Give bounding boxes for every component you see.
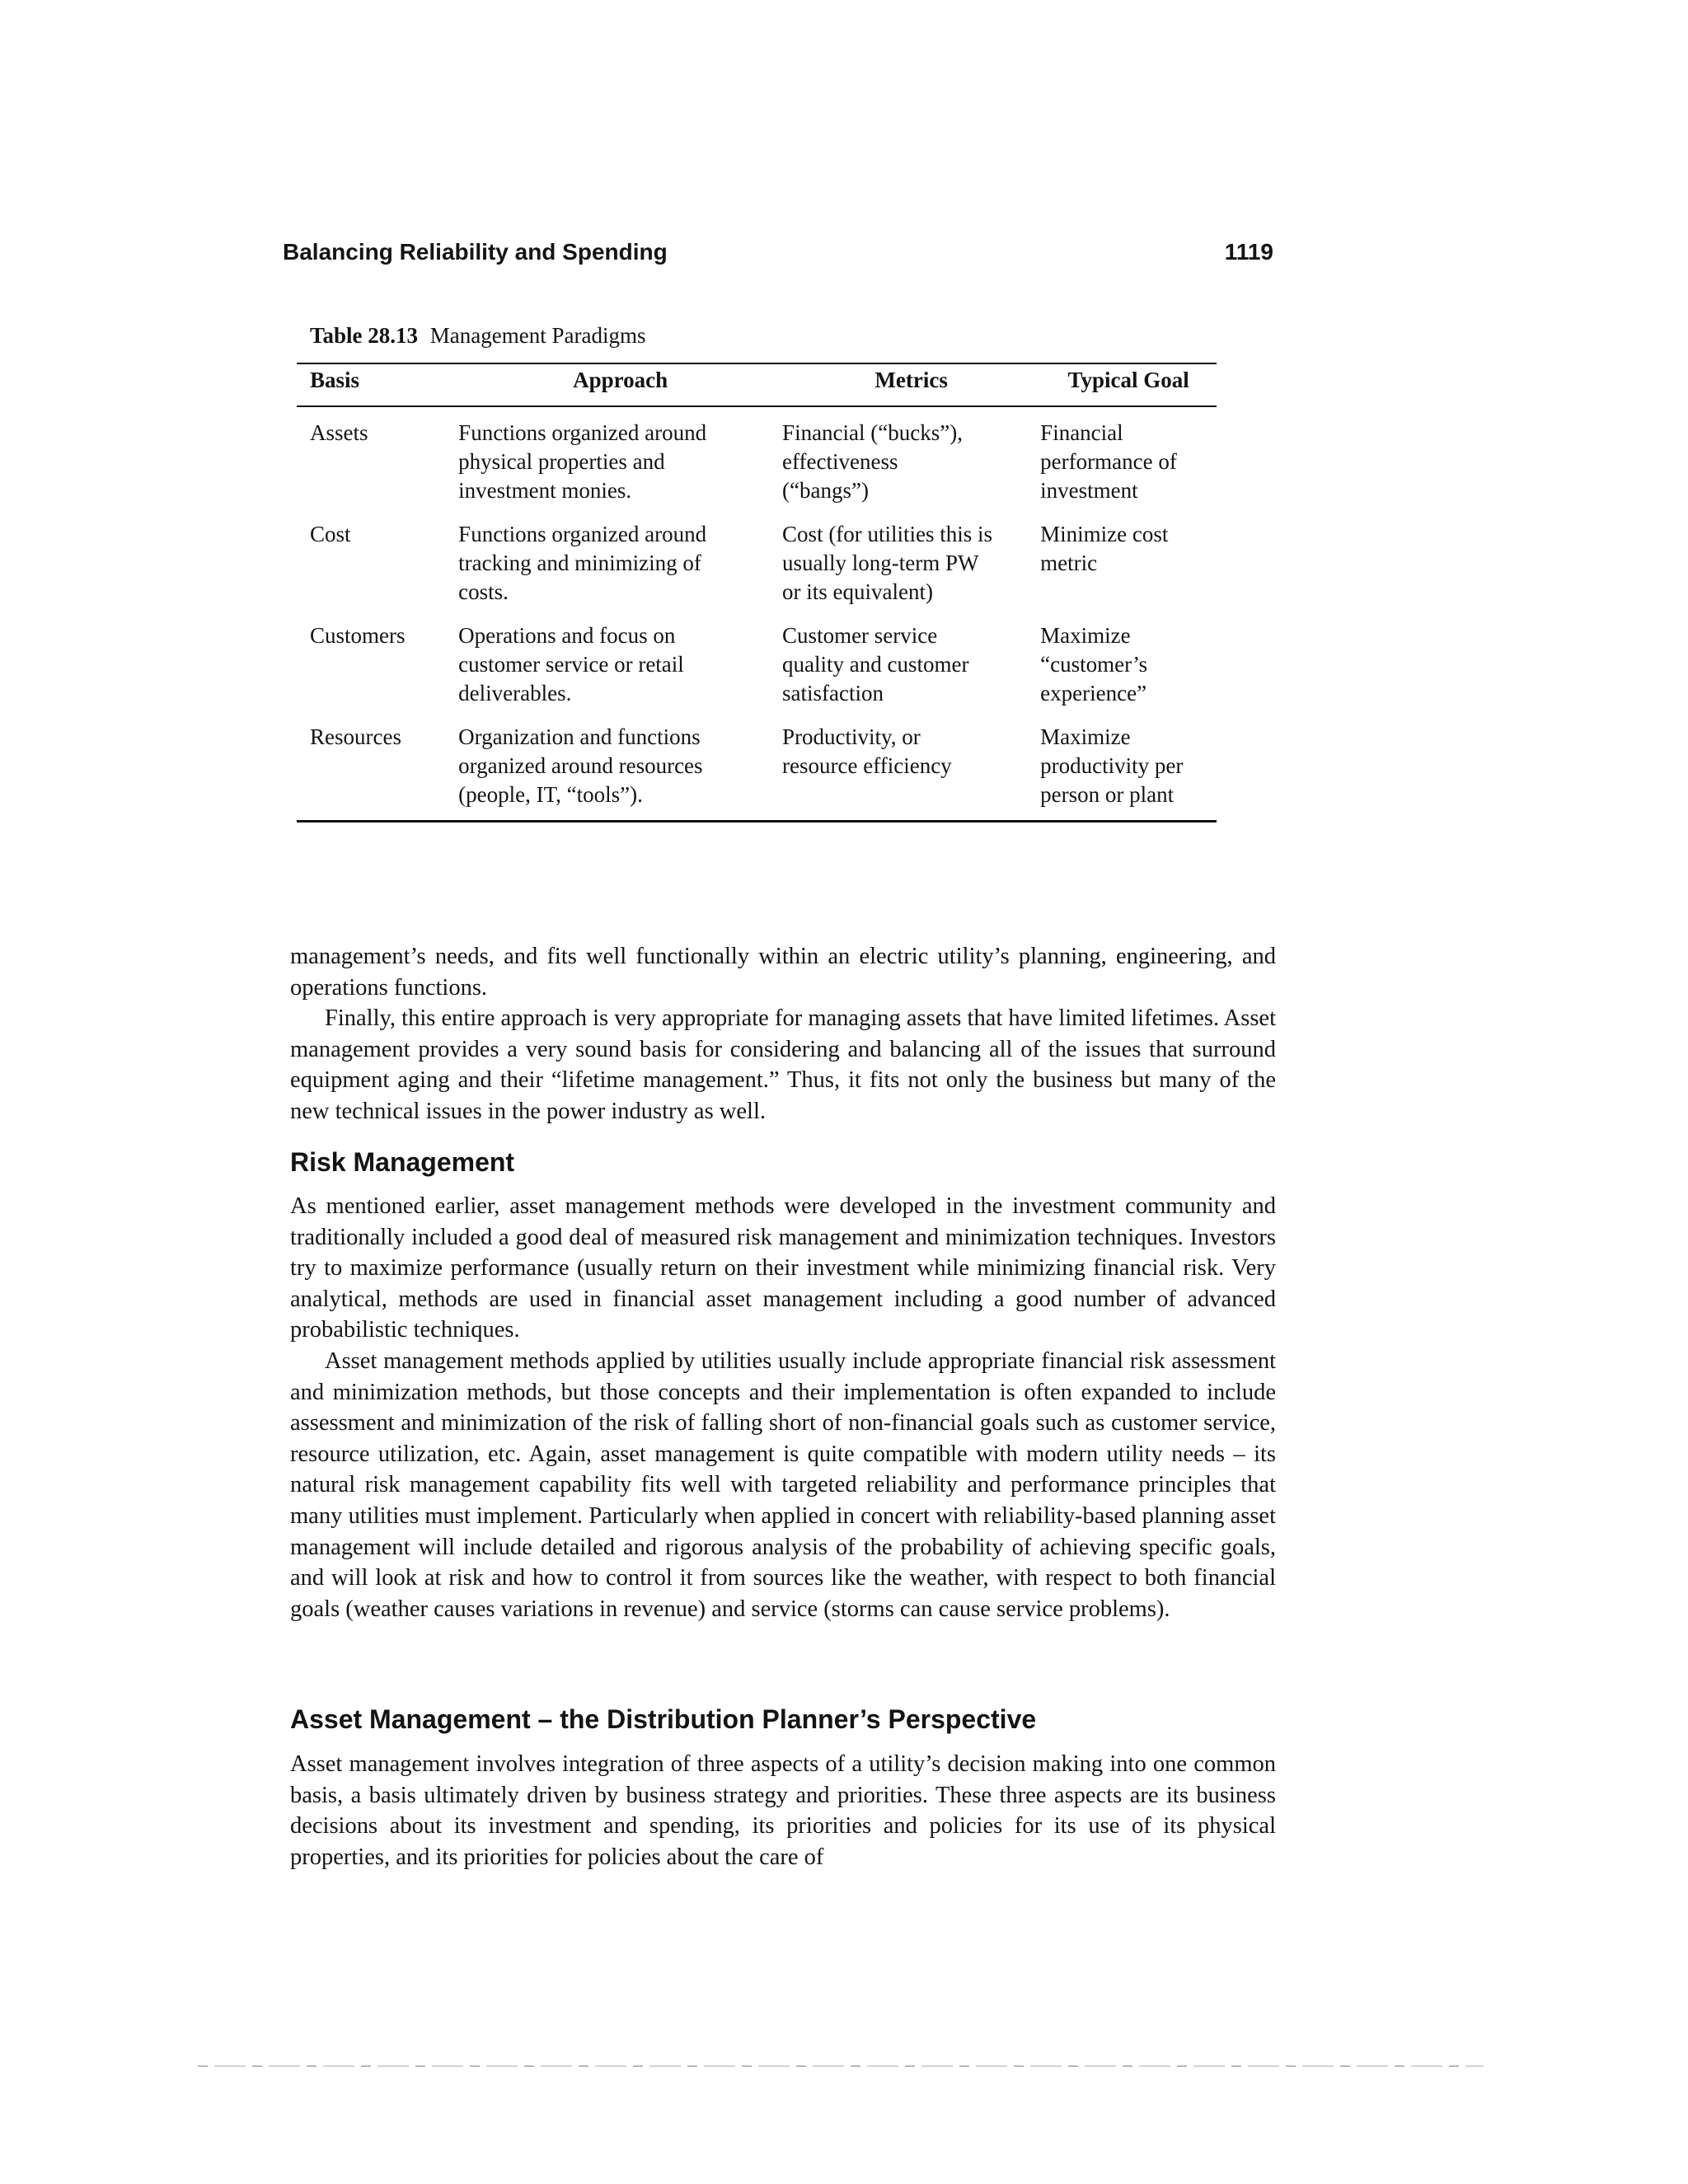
cell-line: customer service or retail [458,652,684,677]
cell-line: Organization and functions [458,724,701,749]
cell-line: Functions organized around [458,420,707,445]
table-row [297,621,1217,723]
table-row [297,723,1217,824]
cell-line: Financial [1040,420,1123,445]
cell-basis: Assets [310,420,368,445]
cell-line: Maximize [1040,623,1131,648]
cell-line: deliverables. [458,681,572,705]
cell-basis: Resources [310,724,401,749]
paragraph: Asset management methods applied by utilities usually include appropriate financial risk assessment and minimization methods, but those concepts and their implementation is often expanded to include assessment and minimization of the risk of falling short of non-financial goals such as customer service, resource utilization, etc. Again, asset management is quite compatible with modern utility needs – its natural risk management capability fits well with targeted reliability and performance principles that many utilities must implement. Particularly when applied in concert with reliability-based planning asset management will include detailed and rigorous analysis of the probability of achieving specific goals, and will look at risk and how to control it from sources like the weather, with respect to both financial goals (weather causes variations in revenue) and service (storms can cause service problems). [290,1347,1276,1622]
running-header [283,239,1273,275]
column-header-approach: Approach [573,368,668,392]
cell-line: physical properties and [458,449,665,474]
table-caption-label: Table 28.13 [310,323,419,348]
cell-line: experience” [1040,681,1147,705]
cell-approach [458,404,782,520]
cell-line: person or plant [1040,782,1175,807]
cell-basis: Cost [310,522,351,546]
cell-goal [1040,520,1217,621]
cell-basis: Customers [310,623,406,648]
cell-goal [1040,404,1217,520]
management-paradigms-table [297,363,1217,824]
cell-goal [1040,621,1217,723]
cell-line: Cost (for utilities this is [782,522,993,546]
cell-line: performance of [1040,449,1177,474]
cell-line: Maximize [1040,724,1131,749]
paragraph: As mentioned earlier, asset management methods were developed in the investment community and traditionally included a good deal of measured risk management and minimization techniques. Investors try to maximize performance (usually return on their investment while minimizing financial risk. Very analytical, methods are used in financial asset management including a good number of advanced probabilistic techniques. [290,1193,1276,1343]
cell-line: Minimize cost [1040,522,1169,546]
cell-line: Functions organized around [458,522,707,546]
paragraph: Finally, this entire approach is very appropriate for managing assets that have limited lifetimes. Asset management provides a very sound basis for considering and balancing all of the issues that surround equipment aging and their “lifetime management.” Thus, it fits not only the business but many of the new technical issues in the power industry as well. [290,1005,1276,1124]
paragraph: Asset management involves integration of three aspects of a utility’s decision making into one common basis, a basis ultimately driven by business strategy and priorities. These three aspects are its business decisions about its investment and spending, its priorities and policies for its use of its physical properties, and its priorities for policies about the care of [290,1751,1276,1870]
cell-approach [458,621,782,723]
cell-metrics [782,621,1040,723]
table-row [297,404,1217,520]
column-header-metrics: Metrics [874,368,948,392]
cell-line: Financial (“bucks”), [782,420,963,445]
cell-line: “customer’s [1040,652,1148,677]
paragraph: management’s needs, and fits well functionally within an electric utility’s planning, engineering, and operations functions. [290,944,1276,1001]
cell-line: (people, IT, “tools”). [458,782,643,807]
cell-line: usually long-term PW [782,551,979,575]
cell-metrics [782,520,1040,621]
cell-line: Productivity, or [782,724,921,749]
cell-line: effectiveness [782,449,898,474]
running-title: Balancing Reliability and Spending [283,239,668,265]
cell-line: Customer service [782,623,938,648]
cell-approach [458,520,782,621]
column-header-basis: Basis [310,368,360,392]
table-caption-title: Management Paradigms [429,323,646,348]
body-block-intro [290,941,1276,1127]
cell-line: investment monies. [458,478,632,503]
cell-line: metric [1040,551,1098,575]
section-heading-risk-management: Risk Management [290,1147,515,1177]
page-number: 1119 [1224,239,1273,265]
table-caption [310,323,645,349]
cell-metrics [782,404,1040,520]
cell-approach [458,723,782,824]
table-row [297,520,1217,621]
cell-line: resource efficiency [782,753,952,778]
cell-line: tracking and minimizing of [458,551,701,575]
table-header-row [297,363,1217,404]
cell-line: productivity per [1040,753,1184,778]
cell-line: Operations and focus on [458,623,676,648]
cell-line: quality and customer [782,652,969,677]
cell-line: organized around resources [458,753,703,778]
body-block-asset [290,1749,1276,1872]
cell-metrics [782,723,1040,824]
cell-line: costs. [458,579,509,604]
cell-line: (“bangs”) [782,478,869,503]
cell-line: investment [1040,478,1138,503]
scan-edge-artifact [198,2065,1484,2067]
cell-goal [1040,723,1217,824]
column-header-typical-goal: Typical Goal [1067,368,1189,392]
cell-line: or its equivalent) [782,579,933,604]
body-block-risk [290,1191,1276,1624]
cell-line: satisfaction [782,681,884,705]
section-heading-asset-management: Asset Management – the Distribution Planner’s Perspective [290,1704,1037,1734]
